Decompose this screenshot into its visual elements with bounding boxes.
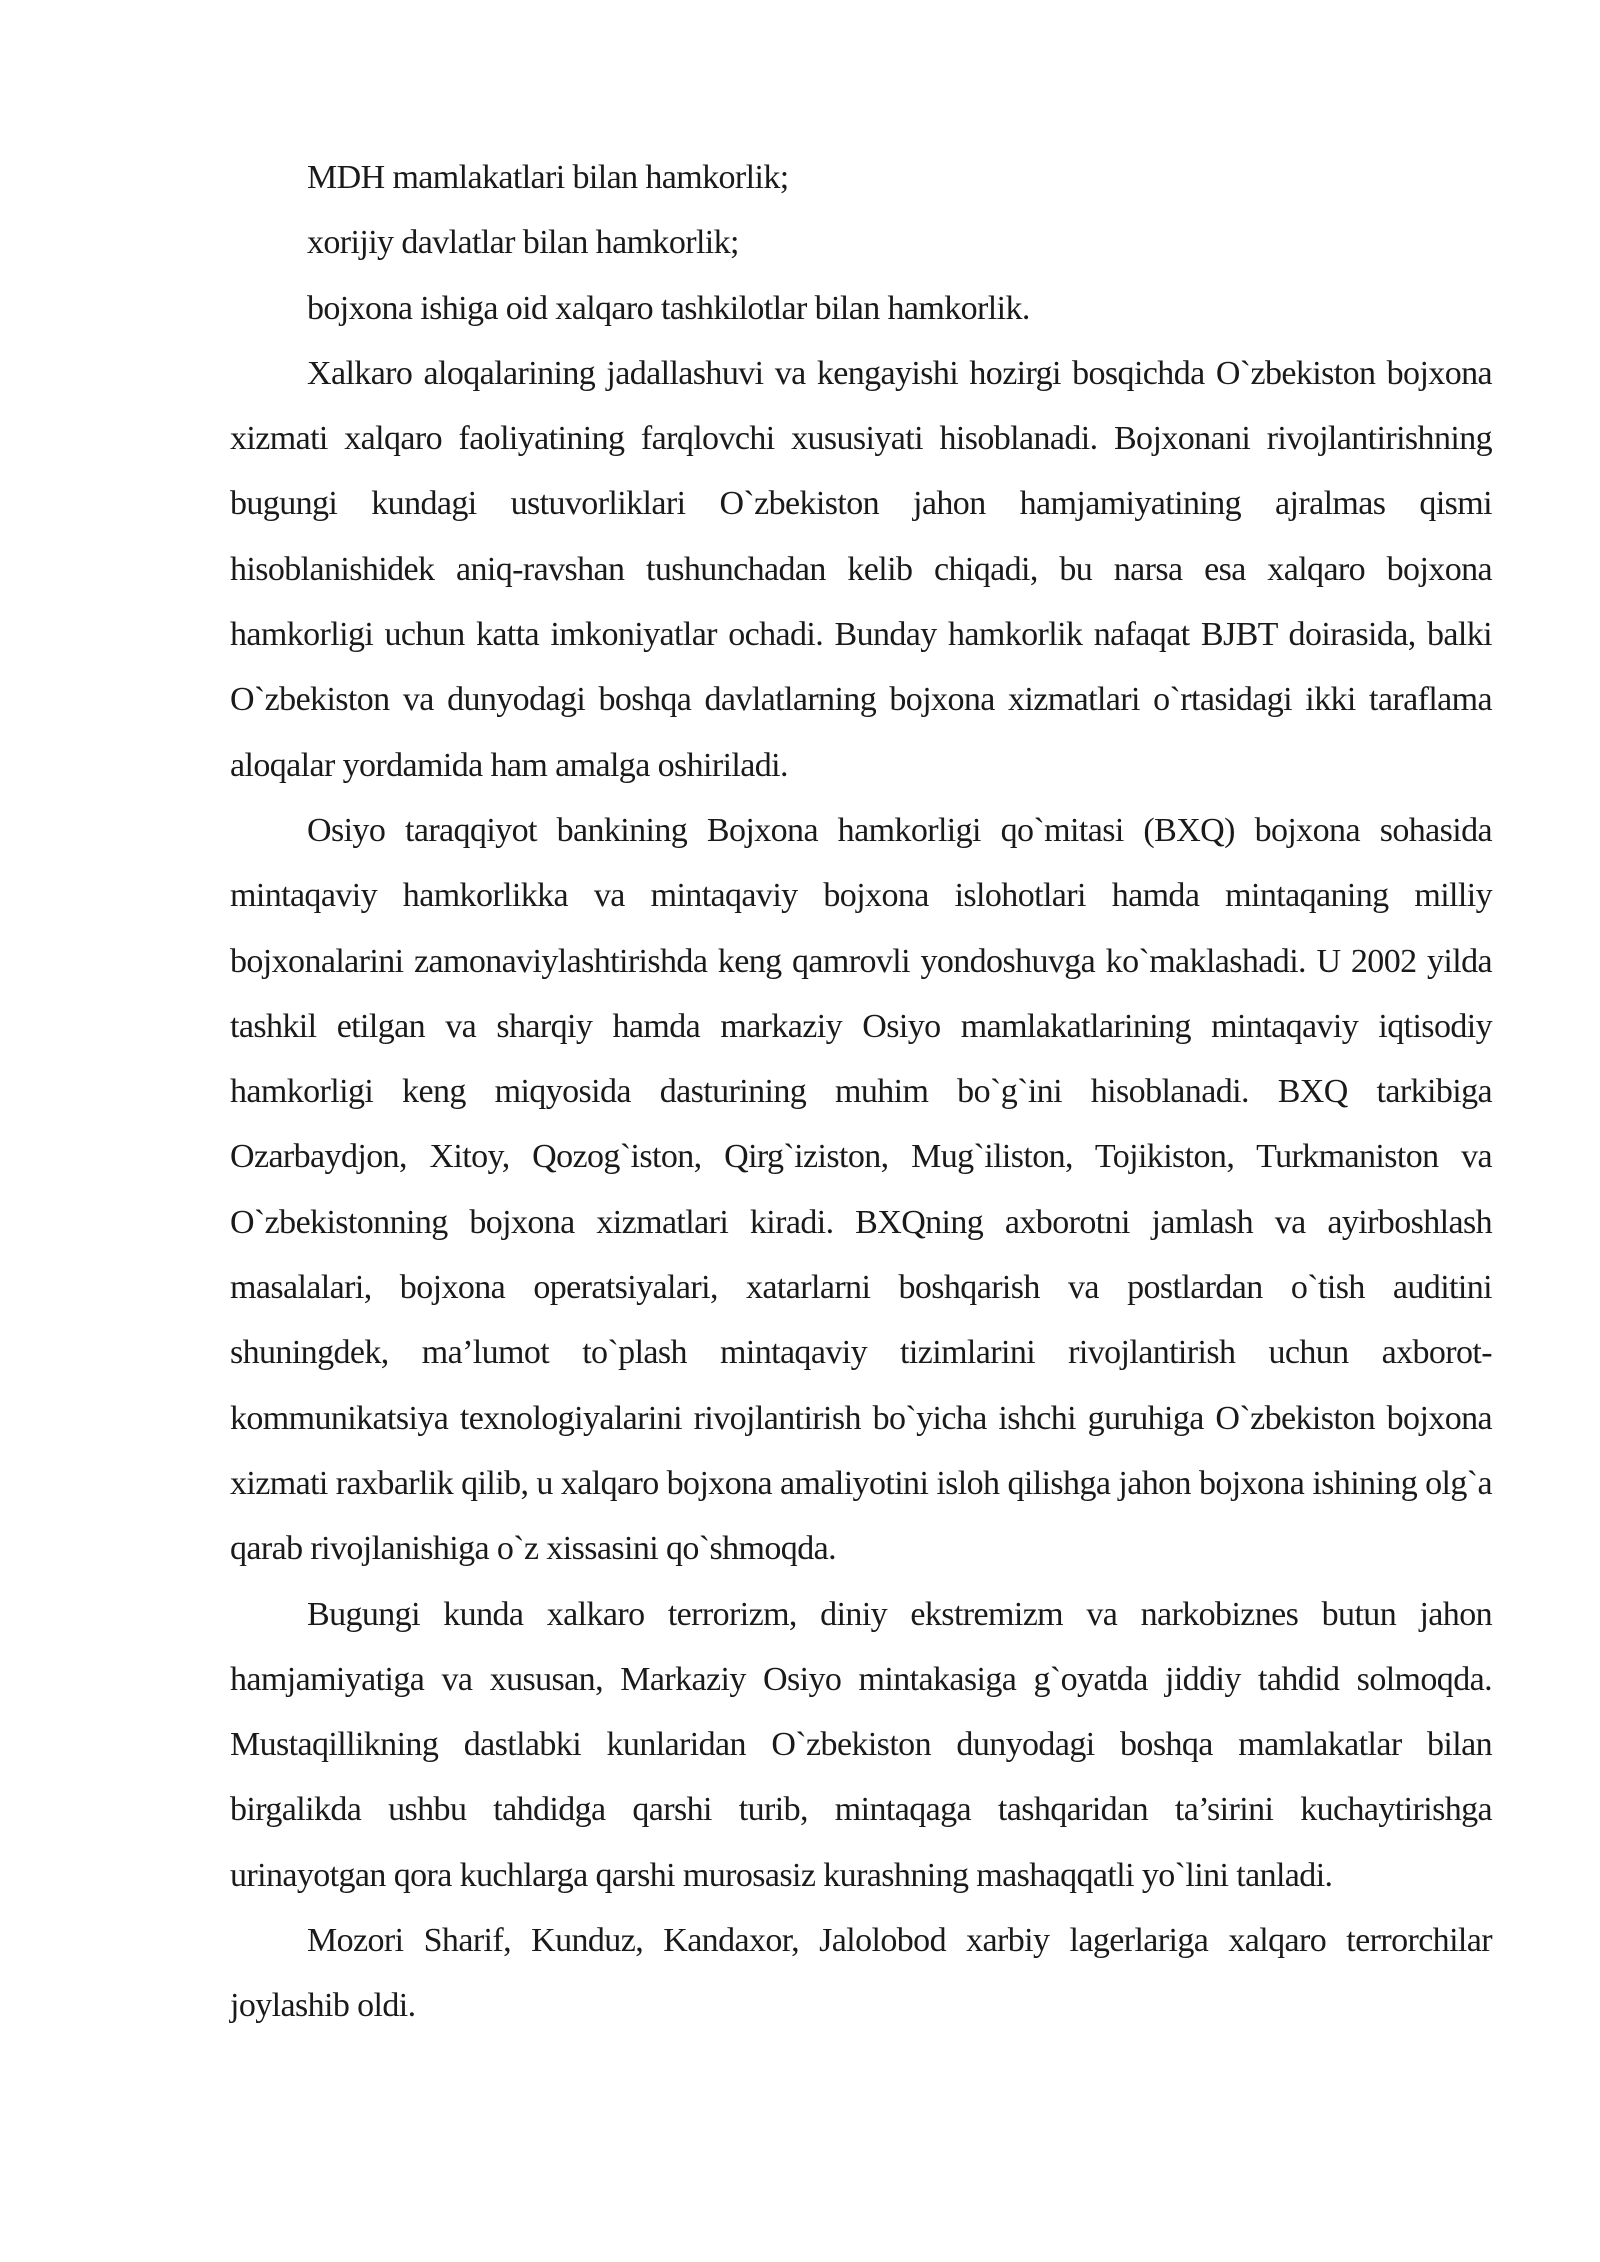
paragraph: Xalkaro aloqalarining jadallashuvi va kengayishi hozirgi bosqichda O`zbekiston bojxona xizmati xalqaro faoliyatining farqlovchi xususiyati hisoblanadi. Bojxonani rivojlantirishning bugungi kundagi ustuvorliklari O`zbekiston jahon hamjamiyatining ajralmas qismi hisoblanishidek aniq-ravshan tushunchadan kelib chiqadi, bu narsa esa xalqaro bojxona hamkorligi uchun katta imkoniyatlar ochadi. Bunday hamkorlik nafaqat BJBT doirasida, balki O`zbekiston va dunyodagi boshqa davlatlarning bojxona xizmatlari o`rtasidagi ikki taraflama aloqalar yordamida ham amalga oshiriladi. [230,354,1492,784]
paragraph: Osiyo taraqqiyot bankining Bojxona hamkorligi qo`mitasi (BXQ) bojxona sohasida mintaqaviy hamkorlikka va mintaqaviy bojxona islohotlari hamda mintaqaning milliy bojxonalarini zamonaviylashtirishda keng qamrovli yondoshuvga ko`maklashadi. U 2002 yilda tashkil etilgan va sharqiy hamda markaziy Osiyo mamlakatlarining mintaqaviy iqtisodiy hamkorligi keng miqyosida dasturining muhim bo`g`ini hisoblanadi. BXQ tarkibiga Ozarbaydjon, Xitoy, Qozog`iston, Qirg`iziston, Mug`iliston, Tojikiston, Turkmaniston va O`zbekistonning bojxona xizmatlari kiradi. BXQning axborotni jamlash va ayirboshlash masalalari, bojxona operatsiyalari, xatarlarni boshqarish va postlardan o`tish auditini shuningdek, ma’lumot to`plash mintaqaviy tizimlarini rivojlantirish uchun axborot-kommunikatsiya texnologiyalarini rivojlantirish bo`yicha ishchi guruhiga O`zbekiston bojxona xizmati raxbarlik qilib, u xalqaro bojxona amaliyotini isloh qilishga jahon bojxona ishining olg`a qarab rivojlanishiga o`z xissasini qo`shmoqda. [230,811,1492,1568]
document-page [230,145,1492,2039]
list-item: bojxona ishiga oid xalqaro tashkilotlar bilan hamkorlik. [307,289,1030,327]
paragraph: Bugungi kunda xalkaro terrorizm, diniy ekstremizm va narkobiznes butun jahon hamjamiyatiga va xususan, Markaziy Osiyo mintakasiga g`oyatda jiddiy tahdid solmoqda. Mustaqillikning dastlabki kunlaridan O`zbekiston dunyodagi boshqa mamlakatlar bilan birgalikda ushbu tahdidga qarshi turib, mintaqaga tashqaridan ta’sirini kuchaytirishga urinayotgan qora kuchlarga qarshi murosasiz kurashning mashaqqatli yo`lini tanladi. [230,1595,1492,1894]
list-item: MDH mamlakatlari bilan hamkorlik; [307,159,789,196]
list-item: xorijiy davlatlar bilan hamkorlik; [307,224,739,262]
paragraph: Mozori Sharif, Kunduz, Kandaxor, Jalolobod xarbiy lagerlariga xalqaro terrorchilar joylashib oldi. [230,1922,1492,2025]
